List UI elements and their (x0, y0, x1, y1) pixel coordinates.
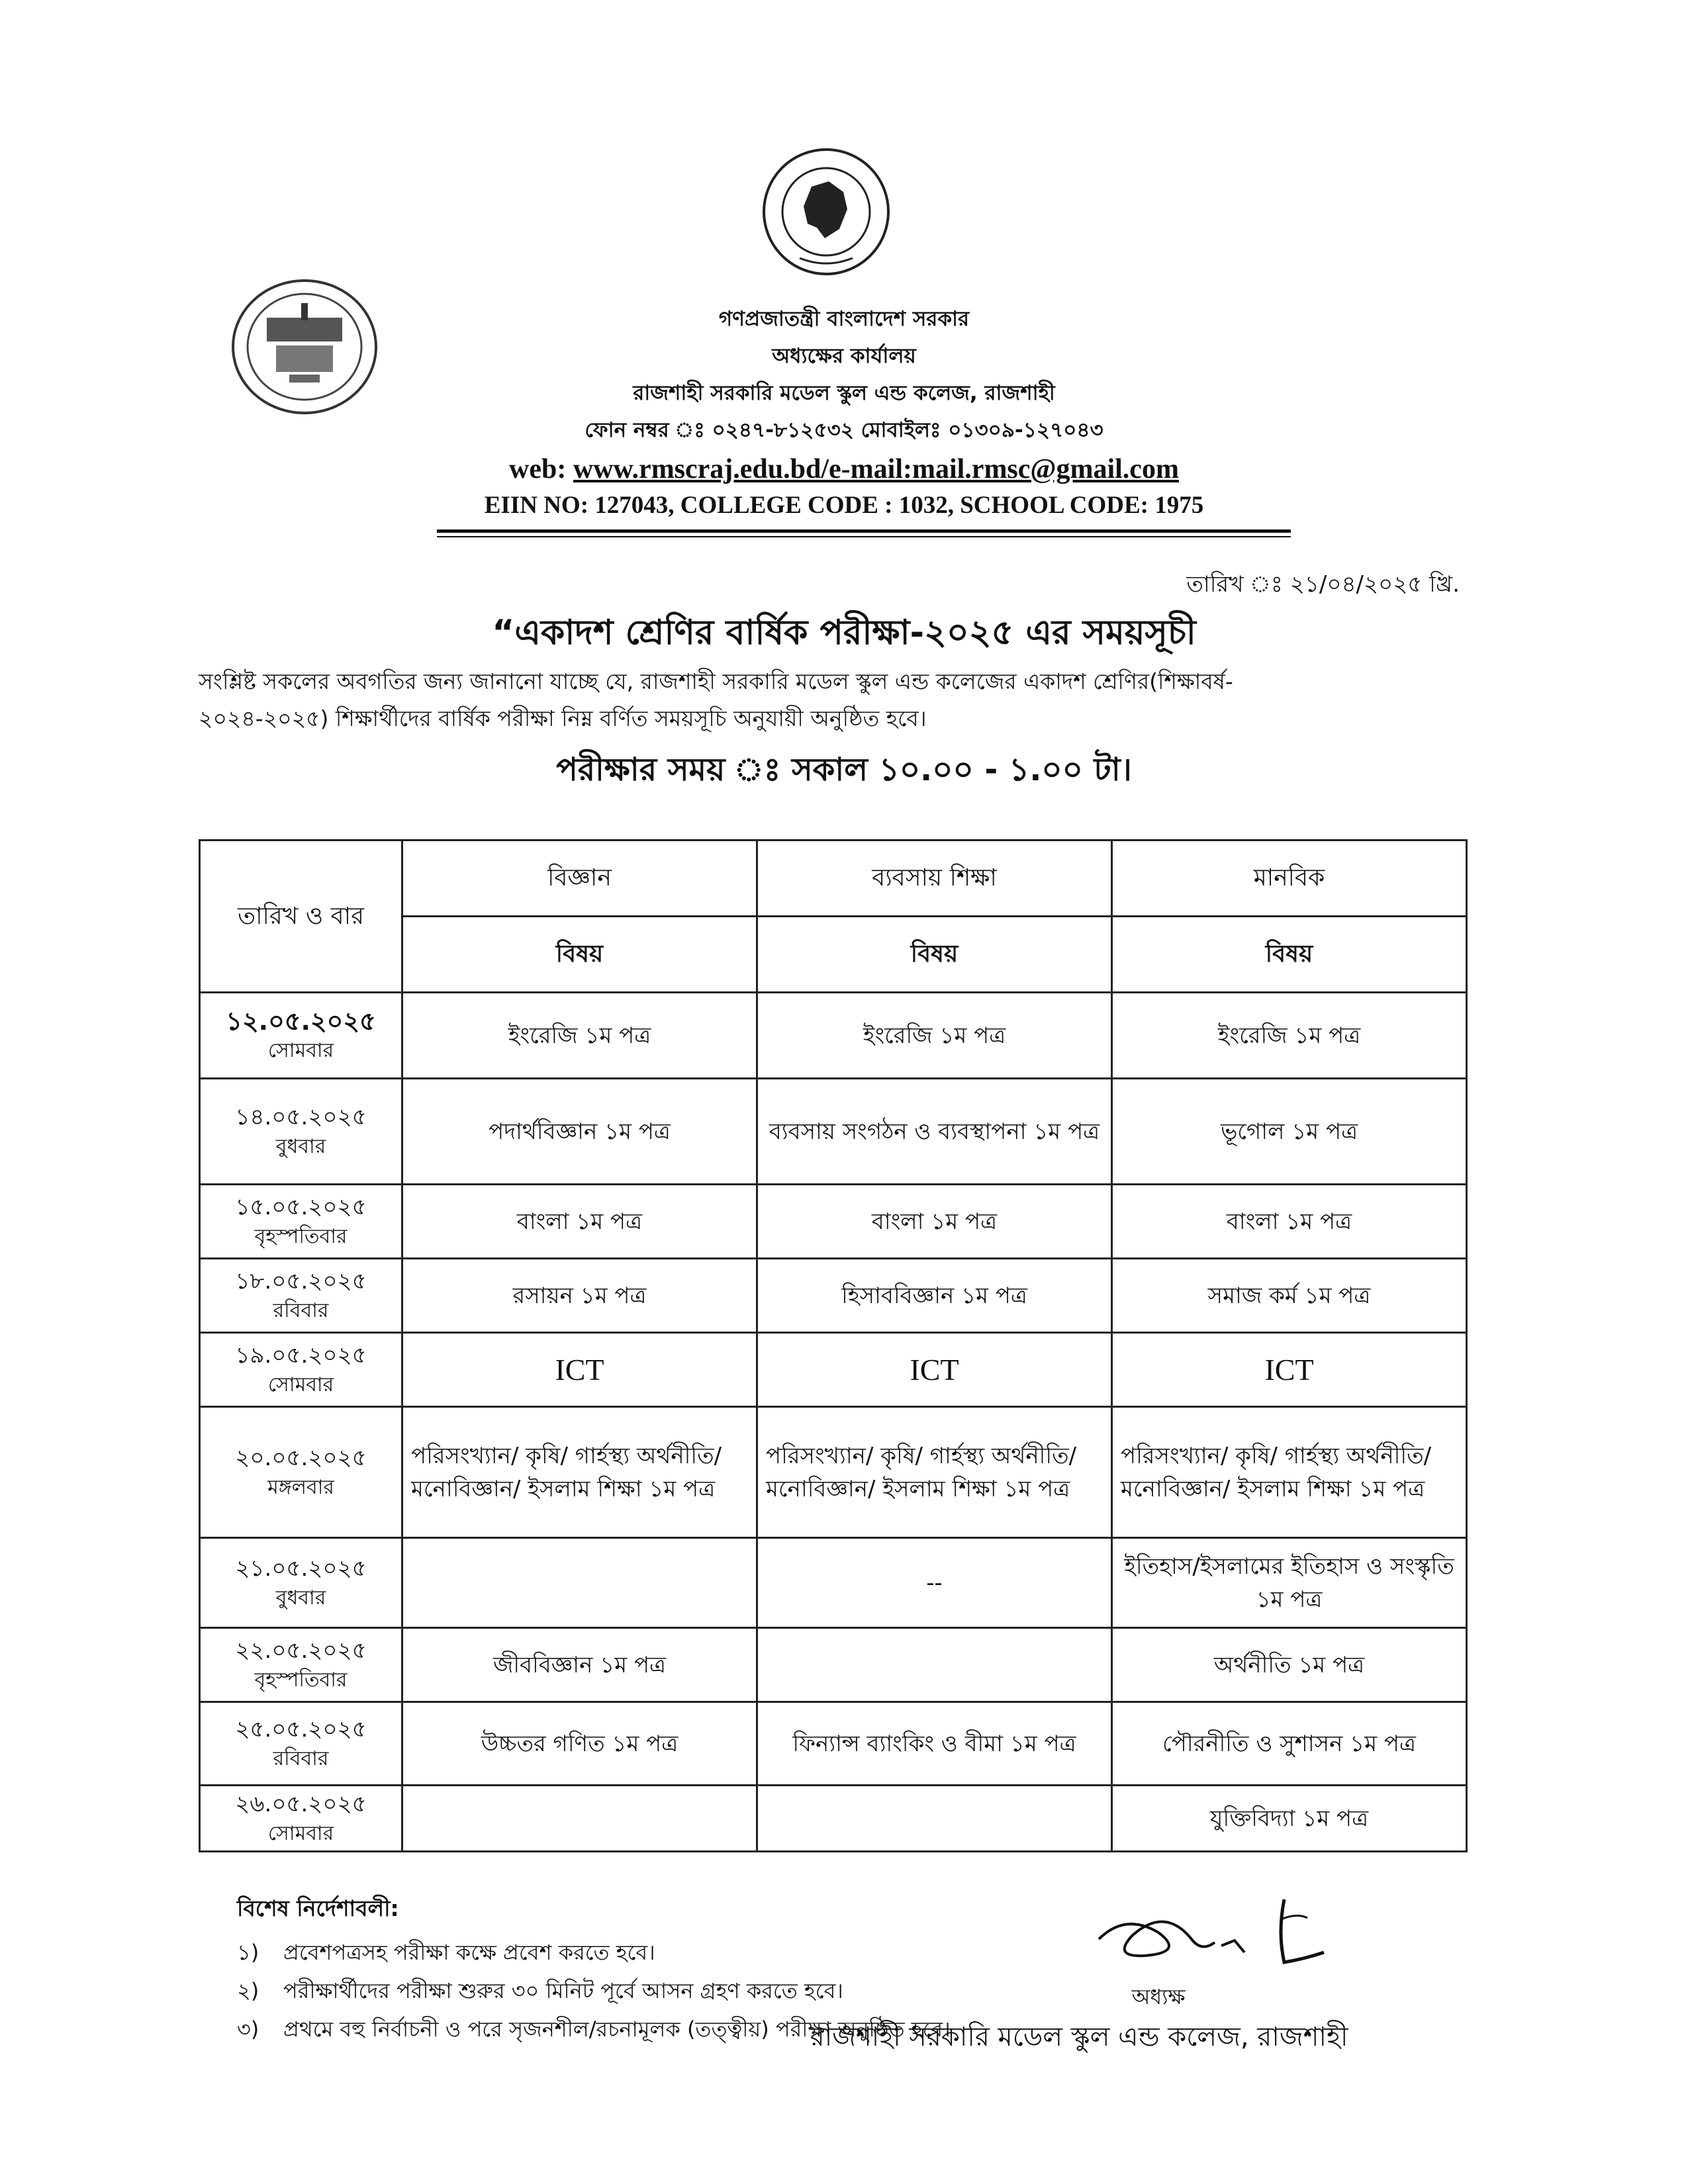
humanities-subject: ভূগোল ১ম পত্র (1112, 1079, 1467, 1185)
table-row (200, 1628, 1467, 1702)
web-link[interactable]: www.rmscraj.edu.bd/e-mail:mail.rmsc@gmail.com (573, 454, 1179, 484)
subject-header-business: বিষয় (757, 917, 1112, 993)
exam-day: বৃহস্পতিবার (254, 1224, 348, 1248)
business-subject: পরিসংখ্যান/ কৃষি/ গার্হস্থ্য অর্থনীতি/ মনোবিজ্ঞান/ ইসলাম শিক্ষা ১ম পত্র (757, 1407, 1112, 1538)
science-subject: ICT (402, 1333, 757, 1407)
table-row (200, 993, 1467, 1079)
note-number: ১) (237, 1940, 259, 1965)
exam-day: বুধবার (275, 1586, 326, 1610)
government-name: গণপ্রজাতন্ত্রী বাংলাদেশ সরকার (718, 307, 970, 331)
institution-codes: EIIN NO: 127043, COLLEGE CODE : 1032, SCHOOL CODE: 1975 (484, 492, 1204, 519)
intro-line-2: ২০২৪-২০২৫) শিক্ষার্থীদের বার্ষিক পরীক্ষা নিম্ন বর্ণিত সময়সূচি অনুযায়ী অনুষ্ঠিত হবে। (199, 705, 927, 731)
subject-header-science: বিষয় (402, 917, 757, 993)
intro-line-1: সংশ্লিষ্ট সকলের অবগতির জন্য জানানো যাচ্ছে যে, রাজশাহী সরকারি মডেল স্কুল এন্ড কলেজের একাদশ শ্রেণির(শিক্ষাবর্ষ- (199, 668, 1233, 694)
note-text: প্রথমে বহু নির্বাচনী ও পরে সৃজনশীল/রচনামূলক (তত্ত্বীয়) পরীক্ষা অনুষ্ঠিত হবে। (283, 2017, 951, 2042)
note-item (237, 1936, 655, 1972)
table-row (200, 1538, 1467, 1628)
header-divider-thin (437, 536, 1291, 537)
date-cell (200, 1259, 402, 1333)
business-subject: ইংরেজি ১ম পত্র (757, 993, 1112, 1079)
date-column-header: তারিখ ও বার (200, 841, 402, 993)
exam-date: ১৮.০৫.২০২৫ (235, 1267, 367, 1295)
exam-date: ২৬.০৫.২০২৫ (235, 1790, 367, 1817)
date-cell (200, 1185, 402, 1259)
humanities-subject: অর্থনীতি ১ম পত্র (1112, 1628, 1467, 1702)
exam-schedule-table (199, 839, 1468, 1852)
date-cell (200, 1628, 402, 1702)
humanities-subject: ইতিহাস/ইসলামের ইতিহাস ও সংস্কৃতি ১ম পত্র (1112, 1538, 1467, 1628)
note-item (237, 1974, 843, 2010)
humanities-subject: যুক্তিবিদ্যা ১ম পত্র (1112, 1786, 1467, 1852)
business-subject: ফিন্যান্স ব্যাংকিং ও বীমা ১ম পত্র (757, 1702, 1112, 1786)
table-row (200, 1079, 1467, 1185)
notice-date: তারিখ ঃ ২১/০৪/২০২৫ খ্রি. (1186, 571, 1460, 598)
exam-date: ২১.০৫.২০২৫ (235, 1555, 367, 1582)
signatory-institution: রাজশাহী সরকারি মডেল স্কুল এন্ড কলেজ, রাজশাহী (810, 2022, 1348, 2052)
exam-day: সোমবার (267, 1821, 334, 1845)
science-subject: উচ্চতর গণিত ১ম পত্র (402, 1702, 757, 1786)
science-subject: রসায়ন ১ম পত্র (402, 1259, 757, 1333)
group-header-humanities: মানবিক (1112, 841, 1467, 917)
table-row (200, 1333, 1467, 1407)
science-subject (402, 1786, 757, 1852)
exam-date: ২৫.০৫.২০২৫ (235, 1715, 367, 1743)
business-subject (757, 1786, 1112, 1852)
date-cell (200, 1702, 402, 1786)
notice-title: “একাদশ শ্রেণির বার্ষিক পরীক্ষা-২০২৫ এর সময়সূচী (492, 613, 1196, 653)
header-divider (437, 529, 1291, 533)
group-header-business: ব্যবসায় শিক্ষা (757, 841, 1112, 917)
note-text: প্রবেশপত্রসহ পরীক্ষা কক্ষে প্রবেশ করতে হবে। (283, 1940, 655, 1965)
business-subject: ব্যবসায় সংগঠন ও ব্যবস্থাপনা ১ম পত্র (757, 1079, 1112, 1185)
science-subject: ইংরেজি ১ম পত্র (402, 993, 757, 1079)
note-number: ২) (237, 1978, 259, 2003)
subject-header-humanities: বিষয় (1112, 917, 1467, 993)
web-line (0, 453, 1688, 485)
exam-date: ১৯.০৫.২০২৫ (235, 1342, 367, 1369)
note-text: পরীক্ষার্থীদের পরীক্ষা শুরুর ৩০ মিনিট পূর্বে আসন গ্রহণ করতে হবে। (283, 1978, 843, 2003)
exam-day: বৃহস্পতিবার (254, 1668, 348, 1692)
note-number: ৩) (237, 2017, 259, 2042)
humanities-subject: পৌরনীতি ও সুশাসন ১ম পত্র (1112, 1702, 1467, 1786)
exam-day: মঙ্গলবার (267, 1475, 334, 1499)
date-cell (200, 1538, 402, 1628)
table-row (200, 1407, 1467, 1538)
science-subject: জীববিজ্ঞান ১ম পত্র (402, 1628, 757, 1702)
humanities-subject: সমাজ কর্ম ১ম পত্র (1112, 1259, 1467, 1333)
exam-day: বুধবার (275, 1134, 326, 1158)
humanities-subject: পরিসংখ্যান/ কৃষি/ গার্হস্থ্য অর্থনীতি/ মনোবিজ্ঞান/ ইসলাম শিক্ষা ১ম পত্র (1112, 1407, 1467, 1538)
exam-day: রবিবার (273, 1747, 329, 1770)
date-cell (200, 1786, 402, 1852)
office-name: অধ্যক্ষের কার্যালয় (772, 344, 916, 368)
exam-date: ২০.০৫.২০২৫ (235, 1444, 367, 1471)
exam-day: রবিবার (273, 1298, 329, 1322)
humanities-subject: ICT (1112, 1333, 1467, 1407)
exam-day: সোমবার (267, 1038, 334, 1062)
date-cell (200, 1407, 402, 1538)
exam-date: ১২.০৫.২০২৫ (226, 1006, 376, 1036)
humanities-subject: ইংরেজি ১ম পত্র (1112, 993, 1467, 1079)
humanities-subject: বাংলা ১ম পত্র (1112, 1185, 1467, 1259)
exam-time: পরীক্ষার সময় ঃ সকাল ১০.০০ - ১.০০ টা। (556, 751, 1132, 788)
exam-date: ১৪.০৫.২০২৫ (235, 1103, 367, 1130)
exam-date: ২২.০৫.২০২৫ (235, 1637, 367, 1664)
government-seal (760, 146, 892, 278)
science-subject: পরিসংখ্যান/ কৃষি/ গার্হস্থ্য অর্থনীতি/ মনোবিজ্ঞান/ ইসলাম শিক্ষা ১ম পত্র (402, 1407, 757, 1538)
principal-signature (1086, 1880, 1350, 1979)
date-cell (200, 1333, 402, 1407)
business-subject (757, 1628, 1112, 1702)
notes-title: বিশেষ নির্দেশাবলী: (237, 1895, 399, 1921)
science-subject: পদার্থবিজ্ঞান ১ম পত্র (402, 1079, 757, 1185)
exam-date: ১৫.০৫.২০২৫ (235, 1193, 367, 1220)
business-subject: হিসাববিজ্ঞান ১ম পত্র (757, 1259, 1112, 1333)
date-cell (200, 1079, 402, 1185)
table-row (200, 1702, 1467, 1786)
table-row (200, 1786, 1467, 1852)
exam-day: সোমবার (267, 1373, 334, 1396)
signatory-role: অধ্যক্ষ (1131, 1984, 1186, 2009)
phone-line: ফোন নম্বর ঃ ০২৪৭-৮১২৫৩২ মোবাইলঃ ০১৩০৯-১২৭০৪৩ (585, 418, 1103, 442)
group-header-science: বিজ্ঞান (402, 841, 757, 917)
table-row (200, 1185, 1467, 1259)
science-subject (402, 1538, 757, 1628)
science-subject: বাংলা ১ম পত্র (402, 1185, 757, 1259)
table-row (200, 1259, 1467, 1333)
business-subject: বাংলা ১ম পত্র (757, 1185, 1112, 1259)
business-subject: -- (757, 1538, 1112, 1628)
institution-name: রাজশাহী সরকারি মডেল স্কুল এন্ড কলেজ, রাজশাহী (633, 381, 1055, 405)
web-prefix: web: (509, 454, 573, 484)
date-cell (200, 993, 402, 1079)
business-subject: ICT (757, 1333, 1112, 1407)
